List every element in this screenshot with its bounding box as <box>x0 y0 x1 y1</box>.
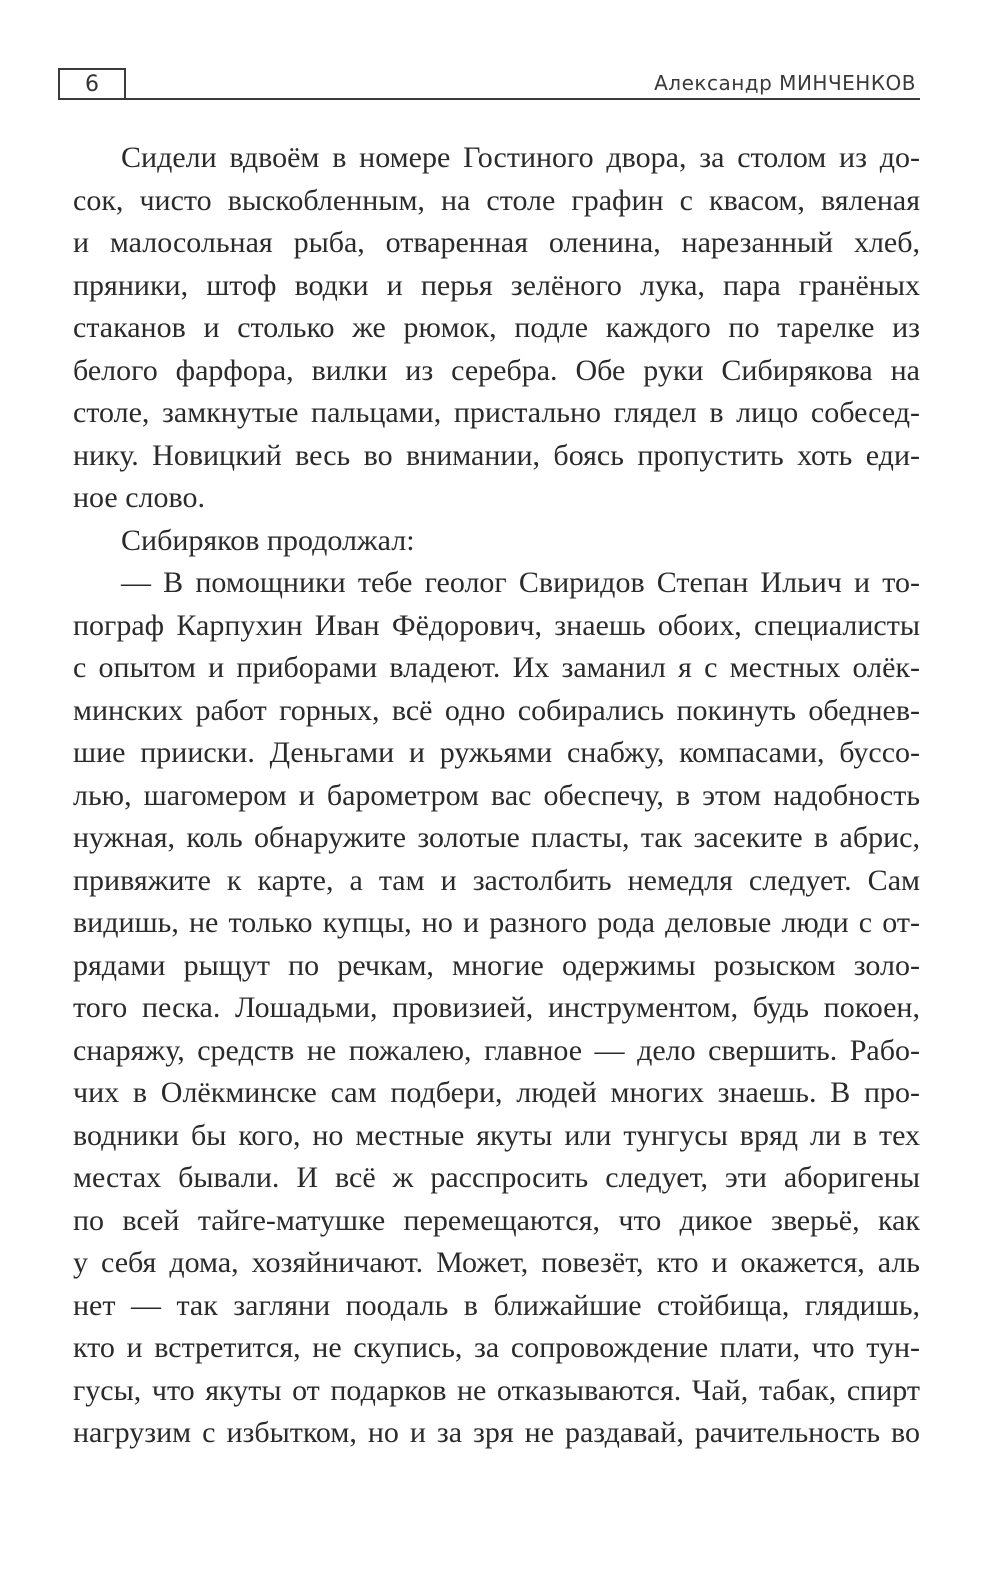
text-line: белого фарфора, вилки из серебра. Обе руки Сибирякова на <box>73 353 920 387</box>
text-line: минских работ горных, всё одно собирались покинуть обеднев- <box>73 693 920 727</box>
text-line: у себя дома, хозяйничают. Может, повезёт, кто и окажется, аль <box>73 1246 920 1279</box>
text-line: с опытом и приборами владеют. Их заманил я с местных олёк- <box>73 651 920 684</box>
text-line: нет — так загляни поодаль в ближайшие стойбища, глядишь, <box>73 1288 920 1322</box>
text-line: нужная, коль обнаружите золотые пласты, так засеките в абрис, <box>73 821 920 854</box>
author-name: Александр МИНЧЕНКОВ <box>654 71 916 95</box>
text-line: сок, чисто выскобленным, на столе графин с квасом, вяленая <box>73 183 920 217</box>
text-line: — В помощники тебе геолог Свиридов Степан Ильич и то- <box>121 566 920 599</box>
text-line: пограф Карпухин Иван Фёдорович, знаешь обоих, специалисты <box>73 608 920 642</box>
text-line: водники бы кого, но местные якуты или тунгусы вряд ли в тех <box>73 1118 920 1152</box>
text-line: нагрузим с избытком, но и за зря не раздавай, рачительность во <box>73 1416 920 1449</box>
text-line: нику. Новицкий весь во внимании, боясь пропустить хоть еди- <box>73 438 920 472</box>
text-line: видишь, не только купцы, но и разного рода деловые люди с от- <box>73 906 920 939</box>
text-line: чих в Олёкминске сам подбери, людей многих знаешь. В про- <box>73 1076 920 1109</box>
text-line: пряники, штоф водки и перья зелёного лука, пара гранёных <box>73 268 920 302</box>
text-line: и малосольная рыба, отваренная оленина, нарезанный хлеб, <box>73 226 920 259</box>
text-line: стаканов и столько же рюмок, подле каждого по тарелке из <box>73 311 920 344</box>
text-line: рядами рыщут по речкам, многие одержимы розыском золо- <box>73 948 920 982</box>
text-line: по всей тайге-матушке перемещаются, что дикое зверьё, как <box>73 1203 920 1237</box>
running-header <box>58 68 920 102</box>
text-line: местах бывали. И всё ж расспросить следует, эти аборигены <box>73 1161 920 1194</box>
text-line: шие прииски. Деньгами и ружьями снабжу, компасами, буссо- <box>73 736 920 769</box>
text-line: гусы, что якуты от подарков не отказываются. Чай, табак, спирт <box>73 1373 920 1407</box>
page-number: 6 <box>58 68 126 100</box>
header-rule <box>124 98 920 100</box>
body-text <box>73 137 920 1455</box>
text-line: ное слово. <box>73 481 205 514</box>
text-line: того песка. Лошадьми, провизией, инструментом, будь покоен, <box>73 991 920 1024</box>
text-line: Сидели вдвоём в номере Гостиного двора, за столом из до- <box>121 141 920 174</box>
text-line: снаряжу, средств не пожалею, главное — дело свершить. Рабо- <box>73 1033 920 1067</box>
text-line: столе, замкнутые пальцами, пристально глядел в лицо собесед- <box>73 396 920 429</box>
text-line: привяжите к карте, а там и застолбить немедля следует. Сам <box>73 863 920 897</box>
text-line: Сибиряков продолжал: <box>121 523 415 557</box>
text-line: лью, шагомером и барометром вас обеспечу, в этом надобность <box>73 778 920 812</box>
text-line: кто и встретится, не скупись, за сопровождение плати, что тун- <box>73 1331 920 1364</box>
